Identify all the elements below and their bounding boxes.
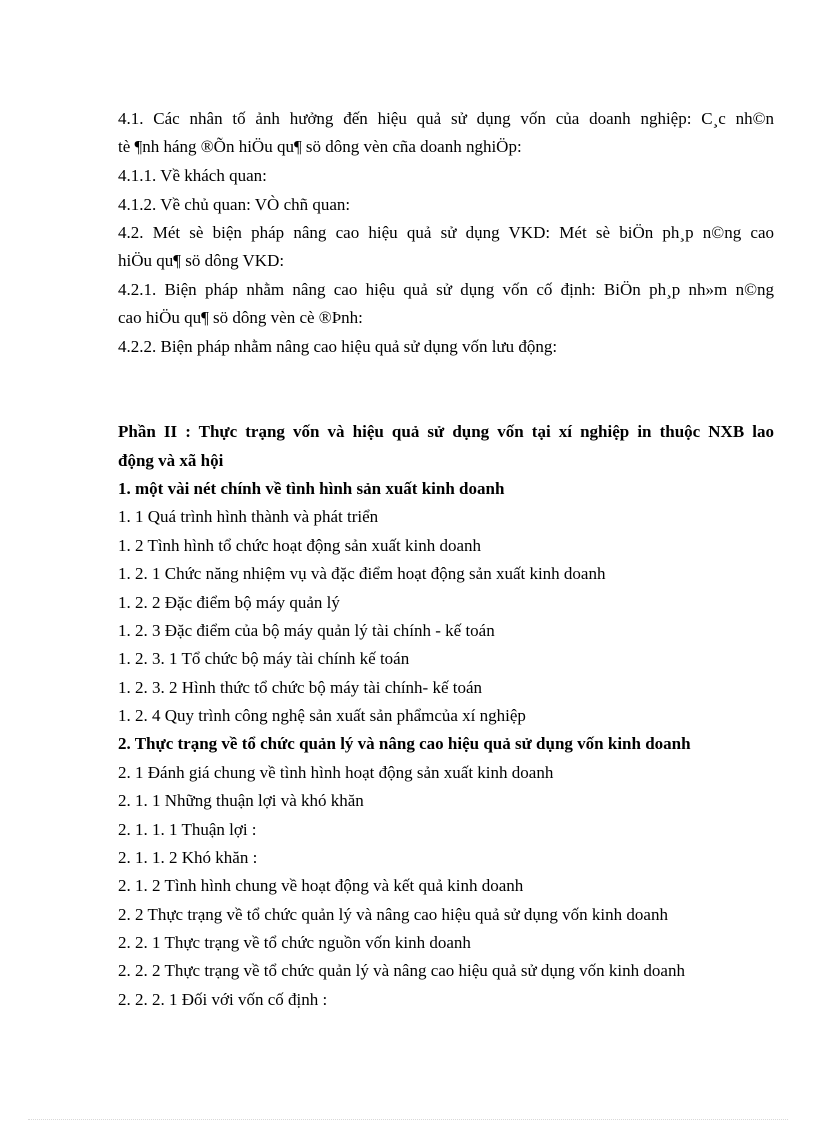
toc-item: 1. 2 Tình hình tổ chức hoạt động sản xuất kinh doanh [118,536,482,555]
heading-4-1: 4.1. Các nhân tố ảnh hưởng đến hiệu quả sử dụng vốn của doanh nghiệp: C¸c nh©n [118,109,774,128]
toc-item: 2. 1. 1. 2 Khó khăn : [118,848,258,867]
heading-4-2-1: 4.2.1. Biện pháp nhằm nâng cao hiệu quả sử dụng vốn cố định: BiÖn ph¸p nh»m n©ng [118,280,774,299]
toc-item: 2. 2 Thực trạng về tổ chức quản lý và nâng cao hiệu quả sử dụng vốn kinh doanh [118,905,668,924]
part-2-title-cont: động và xã hội [118,451,224,470]
heading-4-2-1-legacy: cao hiÖu qu¶ sö dông vèn cè ®Þnh: [118,308,363,327]
toc-item: 1. 1 Quá trình hình thành và phát triển [118,507,379,526]
toc-item: 1. 2. 3. 2 Hình thức tổ chức bộ máy tài chính- kế toán [118,678,483,697]
page-bottom-border [28,1119,788,1120]
heading-4-1-legacy: tè ¶nh háng ®Õn hiÖu qu¶ sö dông vèn cña doanh nghiÖp: [118,137,522,156]
section-1-heading: 1. một vài nét chính về tình hình sản xuất kinh doanh [118,479,505,498]
toc-item: 2. 2. 2 Thực trạng về tổ chức quản lý và nâng cao hiệu quả sử dụng vốn kinh doanh [118,961,685,980]
toc-item: 1. 2. 3 Đặc điểm của bộ máy quản lý tài chính - kế toán [118,621,495,640]
toc-item: 2. 1. 2 Tình hình chung về hoạt động và kết quả kinh doanh [118,876,524,895]
heading-4-1-2: 4.1.2. Về chủ quan: VÒ chñ quan: [118,195,351,214]
toc-item: 1. 2. 3. 1 Tổ chức bộ máy tài chính kế toán [118,649,410,668]
heading-4-2-2: 4.2.2. Biện pháp nhằm nâng cao hiệu quả sử dụng vốn lưu động: [118,337,558,356]
toc-item: 2. 2. 2. 1 Đối với vốn cố định : [118,990,328,1009]
toc-item: 1. 2. 1 Chức năng nhiệm vụ và đặc điểm hoạt động sản xuất kinh doanh [118,564,606,583]
part-2-title: Phần II : Thực trạng vốn và hiệu quả sử dụng vốn tại xí nghiệp in thuộc NXB lao [118,422,774,441]
heading-4-2: 4.2. Mét sè biện pháp nâng cao hiệu quả sử dụng VKD: Mét sè biÖn ph¸p n©ng cao [118,223,774,242]
toc-item: 2. 1. 1 Những thuận lợi và khó khăn [118,791,364,810]
toc-item: 2. 2. 1 Thực trạng về tổ chức nguồn vốn kinh doanh [118,933,471,952]
heading-4-1-1: 4.1.1. Về khách quan: [118,166,267,185]
heading-4-2-legacy: hiÖu qu¶ sö dông VKD: [118,251,285,270]
toc-item: 1. 2. 4 Quy trình công nghệ sản xuất sản phẩmcủa xí nghiệp [118,706,526,725]
toc-item: 2. 1. 1. 1 Thuận lợi : [118,820,257,839]
section-2-heading: 2. Thực trạng về tổ chức quản lý và nâng cao hiệu quả sử dụng vốn kinh doanh [118,734,691,753]
toc-item: 1. 2. 2 Đặc điểm bộ máy quản lý [118,593,340,612]
toc-item: 2. 1 Đánh giá chung về tình hình hoạt động sản xuất kinh doanh [118,763,554,782]
